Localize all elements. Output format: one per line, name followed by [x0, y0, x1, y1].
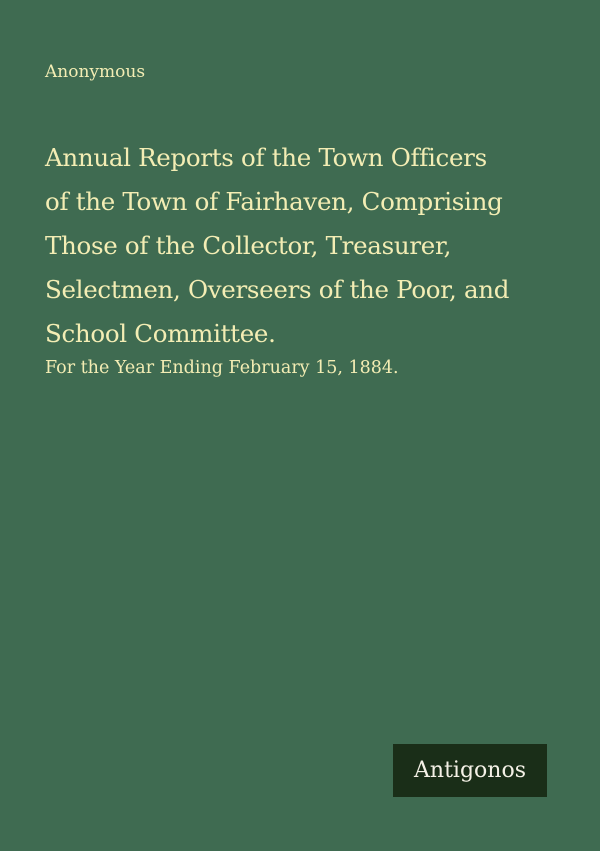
title-line: of the Town of Fairhaven, Comprising — [45, 187, 503, 216]
publisher-badge — [393, 744, 547, 797]
author: Anonymous — [45, 62, 146, 82]
title-line: Selectmen, Overseers of the Poor, and — [45, 275, 510, 304]
title-line: Those of the Collector, Treasurer, — [45, 231, 452, 260]
publisher-name: Antigonos — [414, 758, 526, 783]
title-line: Annual Reports of the Town Officers — [45, 143, 487, 172]
subtitle: For the Year Ending February 15, 1884. — [45, 358, 399, 378]
book-title — [45, 136, 509, 356]
title-line: School Committee. — [45, 319, 276, 348]
